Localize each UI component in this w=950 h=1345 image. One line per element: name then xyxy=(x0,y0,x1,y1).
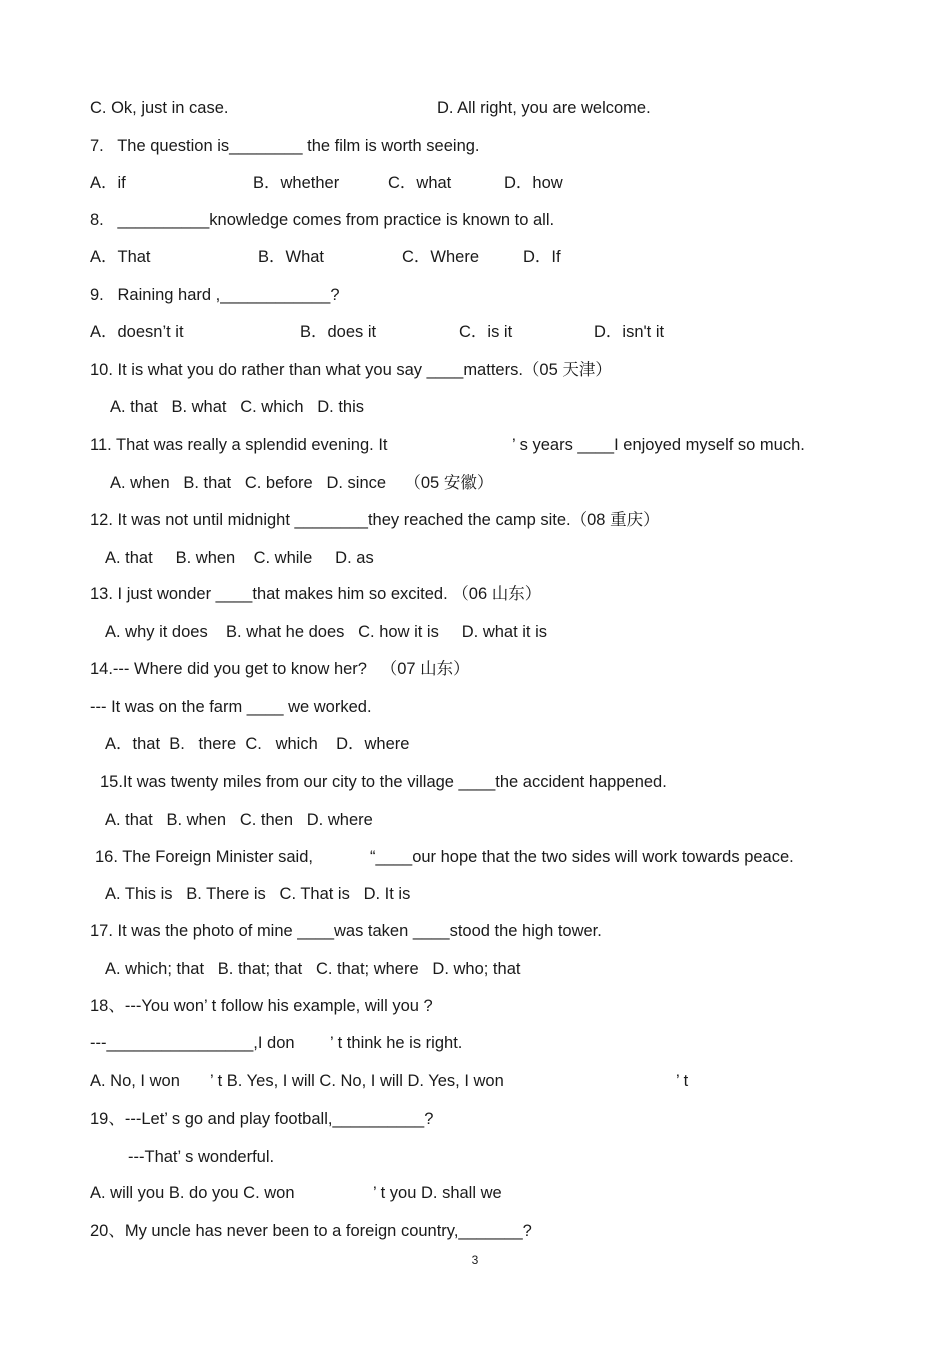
line-d-all-right: D. All right, you are welcome. xyxy=(437,99,651,117)
q7-option-d: D．how xyxy=(504,174,563,192)
q18-options-part1: A. No, I won xyxy=(90,1072,180,1090)
q18-options-part2: ’ t B. Yes, I will C. No, I will D. Yes, I won xyxy=(210,1072,504,1090)
question-18: 18、---You won’ t follow his example, will you ? xyxy=(90,997,433,1015)
q18-options-part3: ’ t xyxy=(676,1072,689,1090)
question-9: 9. Raining hard ,____________? xyxy=(90,286,340,304)
q7-option-b: B．whether xyxy=(253,174,340,192)
q8-option-b: B．What xyxy=(258,248,325,266)
q16-options: A. This is B. There is C. That is D. It is xyxy=(105,885,411,903)
q17-options: A. which; that B. that; that C. that; where D. who; that xyxy=(105,960,521,978)
q19-options-part1: A. will you B. do you C. won xyxy=(90,1184,295,1202)
q9-option-b: B．does it xyxy=(300,323,377,341)
q11-options: A. when B. that C. before D. since （05 安徽） xyxy=(110,474,494,492)
q19-options-part2: ’ t you D. shall we xyxy=(373,1184,502,1202)
q8-option-c: C．Where xyxy=(402,248,480,266)
q8-option-a: A．That xyxy=(90,248,151,266)
question-11-part1: 11. That was really a splendid evening. It xyxy=(90,436,388,454)
q15-options: A. that B. when C. then D. where xyxy=(105,811,373,829)
question-8: 8. __________knowledge comes from practice is known to all. xyxy=(90,211,555,229)
question-10: 10. It is what you do rather than what you say ____matters.（05 天津） xyxy=(90,361,612,379)
question-15: 15.It was twenty miles from our city to the village ____the accident happened. xyxy=(100,773,667,791)
q8-option-d: D．If xyxy=(523,248,561,266)
q13-options: A. why it does B. what he does C. how it is D. what it is xyxy=(105,623,548,641)
page-number: 3 xyxy=(471,1253,479,1267)
q7-option-c: C．what xyxy=(388,174,452,192)
q18-reply-part2: ’ t think he is right. xyxy=(330,1034,463,1052)
question-19: 19、---Let’ s go and play football,__________? xyxy=(90,1110,434,1128)
question-12: 12. It was not until midnight ________they reached the camp site.（08 重庆） xyxy=(90,511,660,529)
q14-reply: --- It was on the farm ____ we worked. xyxy=(90,698,372,716)
question-20: 20、My uncle has never been to a foreign country,_______? xyxy=(90,1222,532,1240)
question-16-part2: “____our hope that the two sides will work towards peace. xyxy=(370,848,794,866)
q9-option-a: A．doesn’t it xyxy=(90,323,184,341)
q12-options: A. that B. when C. while D. as xyxy=(105,549,374,567)
question-13: 13. I just wonder ____that makes him so excited. （06 山东） xyxy=(90,585,542,603)
question-16-part1: 16. The Foreign Minister said, xyxy=(95,848,313,866)
q10-options: A. that B. what C. which D. this xyxy=(110,398,365,416)
question-11-part2: ’ s years ____I enjoyed myself so much. xyxy=(512,436,805,454)
q14-options: A．that B. there C. which D．where xyxy=(105,735,410,753)
question-17: 17. It was the photo of mine ____was taken ____stood the high tower. xyxy=(90,922,602,940)
question-7: 7. The question is________ the film is worth seeing. xyxy=(90,137,480,155)
q9-option-c: C．is it xyxy=(459,323,513,341)
q7-option-a: A．if xyxy=(90,174,126,192)
line-c-ok: C. Ok, just in case. xyxy=(90,99,229,117)
q18-reply-part1: ---________________,I don xyxy=(90,1034,295,1052)
q9-option-d: D．isn't it xyxy=(594,323,665,341)
q19-reply: ---That’ s wonderful. xyxy=(128,1148,275,1166)
question-14: 14.--- Where did you get to know her? （07 山东） xyxy=(90,660,470,678)
